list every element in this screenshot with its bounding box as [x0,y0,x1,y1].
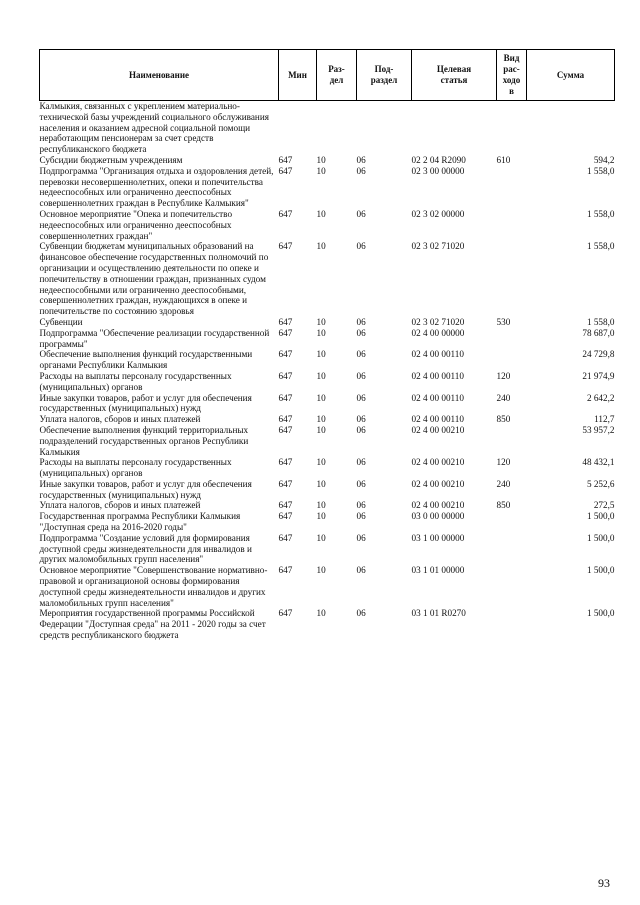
row-name: Субвенции бюджетам муниципальных образований на финансовое обеспечение государственных полномочий по организации и осуществлению деятельности по опеке и попечительству в отношении граждан, признанных судом недееспособными или ограниченно дееспособными, совершеннолетних граждан, нуждающихся в опеке и попечительстве по состоянию здоровья [39,241,269,317]
row-name: Субсидии бюджетным учреждениям [39,154,183,165]
row-subsection: 06 [356,414,366,425]
row-target: 03 1 00 00000 [411,532,465,543]
row-target: 02 4 00 00210 [411,424,465,435]
row-target: 02 4 00 00210 [411,457,465,468]
row-expense-type [497,533,527,565]
row-target: 02 3 02 00000 [411,208,465,219]
row-min: 647 [278,241,293,252]
row-amount: 53 957,2 [582,424,615,435]
row-name: Мероприятия государственной программы Российской Федерации "Доступная среда" на 2011 - 2020 годы за счет средств республиканского бюджета [39,608,266,641]
row-name: Расходы на выплаты персоналу государственных (муниципальных) органов [39,370,232,392]
row-expense-type [497,101,527,155]
row-target: 02 4 00 00110 [411,370,464,381]
row-section: 10 [316,457,326,468]
header-target: Целевая статья [412,50,497,101]
row-section: 10 [316,370,326,381]
row-min: 647 [278,154,293,165]
row-name: Государственная программа Республики Калмыкия "Доступная среда на 2016-2020 годы" [39,511,241,533]
row-expense-type [497,328,527,350]
row-name: Основное мероприятие "Совершенствование нормативно-правовой и организационой основы формирования доступной среды жизнедеятельности инвалидов и других маломобильных групп населения" [39,565,268,608]
row-min [279,101,317,155]
row-expense-type: 610 [496,154,511,165]
row-section: 10 [316,478,326,489]
table-header-row [40,50,615,101]
header-name: Наименование [40,50,279,101]
row-amount: 1 558,0 [586,208,615,219]
row-amount: 24 729,8 [582,349,615,360]
row-expense-type: 240 [496,392,511,403]
row-amount: 1 500,0 [586,532,615,543]
row-name: Подпрограмма "Обеспечение реализации государственной программы" [39,327,270,349]
row-min: 647 [278,608,293,619]
table-row [40,317,615,328]
row-section: 10 [316,208,326,219]
row-name: Подпрограмма "Организация отдыха и оздоровления детей, перевозки несовершеннолетних, опеки и попечительства недееспособных или ограниченно дееспособных совершеннолетних граждан в Республике Калмыкия" [39,165,274,209]
table-row [40,533,615,565]
header-subsection: Под- раздел [357,50,412,101]
row-subsection [357,101,412,155]
budget-table [39,49,615,641]
table-row [40,328,615,350]
row-name: Обеспечение выполнения функций государственными органами Республики Калмыкия [39,349,253,371]
row-expense-type: 120 [496,370,511,381]
table-row [40,511,615,533]
row-subsection: 06 [356,370,366,381]
row-amount [527,101,615,155]
row-amount: 1 500,0 [586,608,615,619]
header-expense-type: Вид рас- ходо в [497,50,527,101]
row-target: 03 0 00 00000 [411,511,465,522]
row-amount: 5 252,6 [586,478,615,489]
row-name: Иные закупки товаров, работ и услуг для обеспечения государственных (муниципальных) нужд [39,392,252,414]
table-row [40,457,615,479]
row-amount: 1 558,0 [586,241,615,252]
row-min: 647 [278,349,293,360]
row-name: Уплата налогов, сборов и иных платежей [39,500,201,511]
row-name: Расходы на выплаты персоналу государственных (муниципальных) органов [39,457,232,479]
row-name: Иные закупки товаров, работ и услуг для обеспечения государственных (муниципальных) нужд [39,478,252,500]
row-section: 10 [316,392,326,403]
row-expense-type [497,166,527,209]
row-expense-type [497,608,527,640]
row-min: 647 [278,500,293,511]
row-target: 02 3 02 71020 [411,316,465,327]
table-row [40,371,615,393]
row-target: 03 1 01 R0270 [411,608,466,619]
row-amount: 1 558,0 [586,316,615,327]
row-subsection: 06 [356,208,366,219]
row-min: 647 [278,478,293,489]
row-expense-type [497,349,527,371]
row-target: 02 3 00 00000 [411,165,465,176]
row-expense-type: 240 [496,478,511,489]
row-target: 02 2 04 R2090 [411,154,466,165]
row-min: 647 [278,165,293,176]
header-min: Мин [279,50,317,101]
header-section: Раз- дел [317,50,357,101]
table-row [40,414,615,425]
row-subsection: 06 [356,327,366,338]
row-min: 647 [278,424,293,435]
row-name: Уплата налогов, сборов и иных платежей [39,414,201,425]
row-min: 647 [278,316,293,327]
row-subsection: 06 [356,511,366,522]
row-min: 647 [278,392,293,403]
row-subsection: 06 [356,532,366,543]
row-subsection: 06 [356,608,366,619]
row-section: 10 [316,500,326,511]
row-amount: 272,5 [593,500,615,511]
row-target: 02 4 00 00210 [411,500,465,511]
table-row [40,500,615,511]
table-row [40,241,615,317]
row-name: Калмыкия, связанных с укреплением материально-технической базы учреждений социального обслуживания населения и оказанием адресной социальной помощи неработающим пенсионерам за счет средств республиканского бюджета [39,101,269,155]
row-min: 647 [278,414,293,425]
row-section [317,101,357,155]
row-expense-type: 850 [496,500,511,511]
row-subsection: 06 [356,500,366,511]
row-amount: 2 642,2 [586,392,615,403]
row-section: 10 [316,154,326,165]
row-expense-type [497,565,527,608]
row-subsection: 06 [356,349,366,360]
row-subsection: 06 [356,165,366,176]
table-row [40,155,615,166]
table-row [40,393,615,415]
row-target: 02 4 00 00110 [411,392,464,403]
row-target: 02 4 00 00110 [411,414,464,425]
table-row [40,565,615,608]
row-subsection: 06 [356,316,366,327]
table-row [40,209,615,241]
row-section: 10 [316,316,326,327]
row-subsection: 06 [356,565,366,576]
row-subsection: 06 [356,478,366,489]
row-name: Подпрограмма "Создание условий для формирования доступной среды жизнедеятельности для инвалидов и других маломобильных групп населения" [39,532,252,565]
row-amount: 48 432,1 [582,457,615,468]
row-subsection: 06 [356,154,366,165]
row-target: 02 3 02 71020 [411,241,465,252]
table-row [40,608,615,640]
row-section: 10 [316,349,326,360]
table-body [40,101,615,641]
table-row [40,349,615,371]
row-amount: 1 500,0 [586,565,615,576]
row-target [412,101,497,155]
row-section: 10 [316,414,326,425]
row-target: 02 4 00 00110 [411,349,464,360]
row-subsection: 06 [356,457,366,468]
row-amount: 78 687,0 [582,327,615,338]
row-min: 647 [278,208,293,219]
row-name: Основное мероприятие "Опека и попечительство недееспособных или ограниченно дееспособных совершеннолетних граждан" [39,208,233,241]
row-min: 647 [278,565,293,576]
row-amount: 1 558,0 [586,165,615,176]
row-target: 02 4 00 00210 [411,478,465,489]
row-expense-type [497,241,527,317]
row-subsection: 06 [356,424,366,435]
row-min: 647 [278,327,293,338]
row-section: 10 [316,327,326,338]
row-name: Субвенции [39,316,83,327]
row-min: 647 [278,457,293,468]
row-section: 10 [316,532,326,543]
header-amount: Сумма [527,50,615,101]
table-row [40,479,615,501]
row-amount: 1 500,0 [586,511,615,522]
row-expense-type [497,511,527,533]
row-section: 10 [316,511,326,522]
row-section: 10 [316,565,326,576]
row-section: 10 [316,165,326,176]
page-number: 93 [598,876,610,890]
row-subsection: 06 [356,392,366,403]
table-row [40,425,615,457]
row-min: 647 [278,532,293,543]
row-name: Обеспечение выполнения функций территориальных подразделений государственных органов Республики Калмыкия [39,424,249,457]
row-section: 10 [316,608,326,619]
table-row [40,101,615,155]
row-expense-type: 120 [496,457,511,468]
row-expense-type [497,209,527,241]
row-min: 647 [278,511,293,522]
row-amount: 112,7 [594,414,615,425]
row-target: 02 4 00 00000 [411,327,465,338]
row-expense-type [497,425,527,457]
table-row [40,166,615,209]
row-min: 647 [278,370,293,381]
row-expense-type: 850 [496,414,511,425]
row-section: 10 [316,424,326,435]
row-amount: 21 974,9 [582,370,615,381]
row-subsection: 06 [356,241,366,252]
row-expense-type: 530 [496,316,511,327]
row-section: 10 [316,241,326,252]
row-amount: 594,2 [593,154,615,165]
row-target: 03 1 01 00000 [411,565,465,576]
